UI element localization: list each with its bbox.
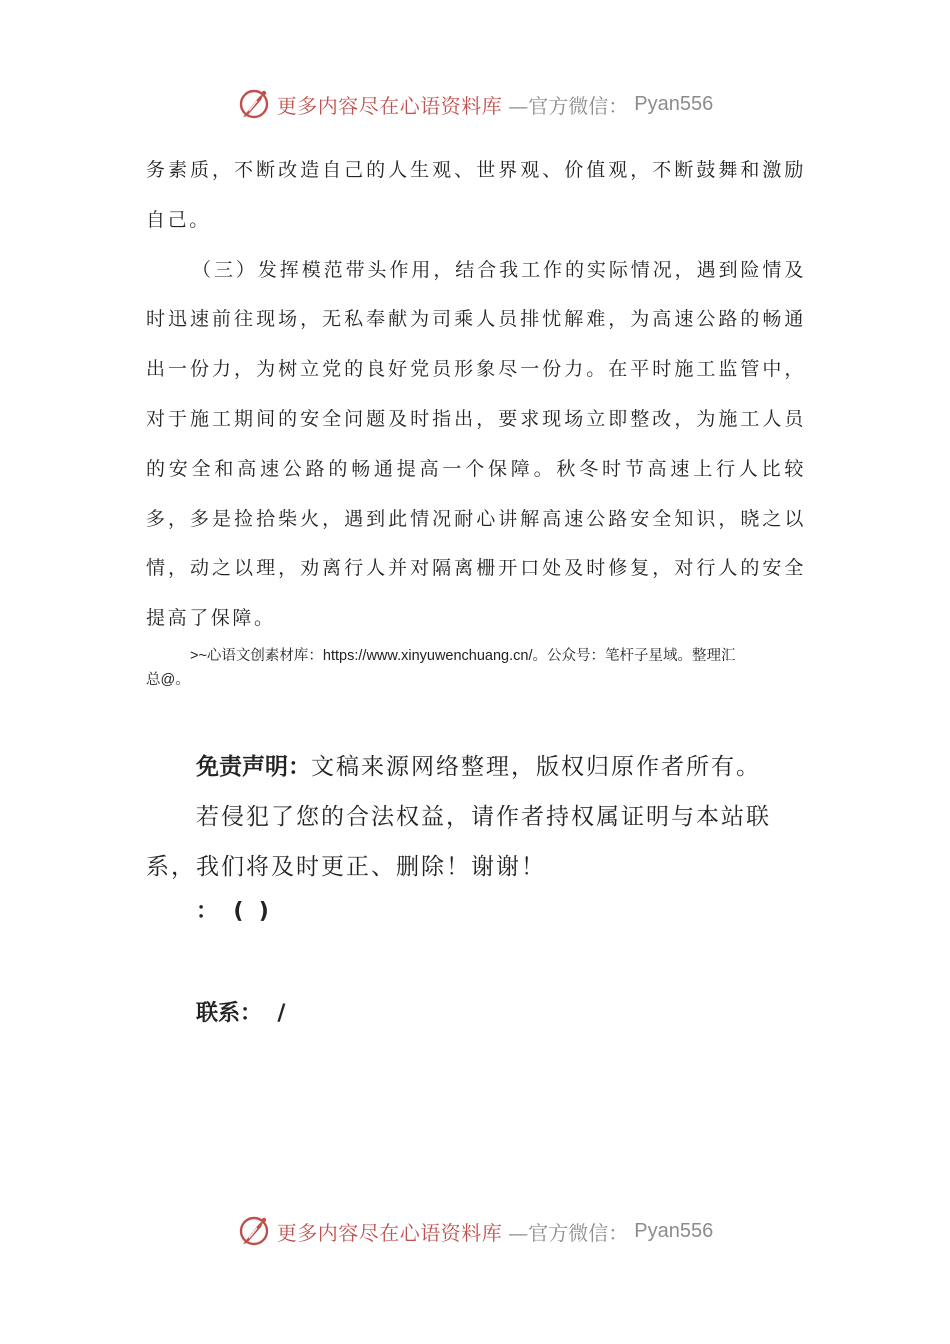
disclaimer-line-1: [146, 742, 808, 792]
source-note-line-2: 总@。: [146, 672, 190, 688]
contact-line: 联系： /: [196, 1001, 286, 1026]
document-body: [146, 146, 806, 644]
source-note-line-1: >~心语文创素材库：https://www.xinyuwenchuang.cn/。公众号：笔杆子星域。整理汇: [190, 648, 736, 664]
disclaimer-block: [146, 742, 808, 892]
disclaimer-text-2: 若侵犯了您的合法权益，请作者持权属证明与本站联系，我们将及时更正、删除！谢谢！: [146, 804, 771, 880]
banner-content-bottom: [237, 1214, 713, 1248]
banner-wechat-id: Pyan556: [634, 92, 714, 115]
banner-brand-text: 更多内容尽在心语资料库: [276, 93, 503, 118]
banner-content: [237, 87, 713, 121]
quill-pen-circle-icon: [237, 1214, 271, 1248]
source-note: [146, 644, 808, 692]
banner-brand-text-bottom: 更多内容尽在心语资料库: [276, 1220, 503, 1245]
banner-separator: —官方微信：: [508, 93, 629, 118]
banner-wechat-id-bottom: Pyan556: [634, 1219, 714, 1242]
banner-separator-bottom: —官方微信：: [508, 1220, 629, 1245]
header-banner: [0, 84, 950, 124]
body-paragraph-1: 务素质，不断改造自己的人生观、世界观、价值观，不断鼓舞和激励自己。: [146, 159, 806, 231]
body-paragraph-2: （三）发挥模范带头作用，结合我工作的实际情况，遇到险情及时迅速前往现场，无私奉献为司乘人员排忧解难，为高速公路的畅通出一份力，为树立党的良好党员形象尽一份力。在平时施工监管中，对于施工期间的安全问题及时指出，要求现场立即整改，为施工人员的安全和高速公路的畅通提高一个保障。秋冬时节高速上行人比较多，多是捡拾柴火，遇到此情况耐心讲解高速公路安全知识，晓之以情，动之以理，劝离行人并对隔离栅开口处及时修复，对行人的安全提高了保障。: [146, 258, 806, 630]
footer-banner: [0, 1211, 950, 1251]
disclaimer-label: 免责声明：: [196, 754, 311, 780]
disclaimer-text-1: 文稿来源网络整理，版权归原作者所有。: [311, 754, 761, 780]
quill-pen-circle-icon: [237, 87, 271, 121]
paren-line: ： ( ): [196, 899, 269, 924]
